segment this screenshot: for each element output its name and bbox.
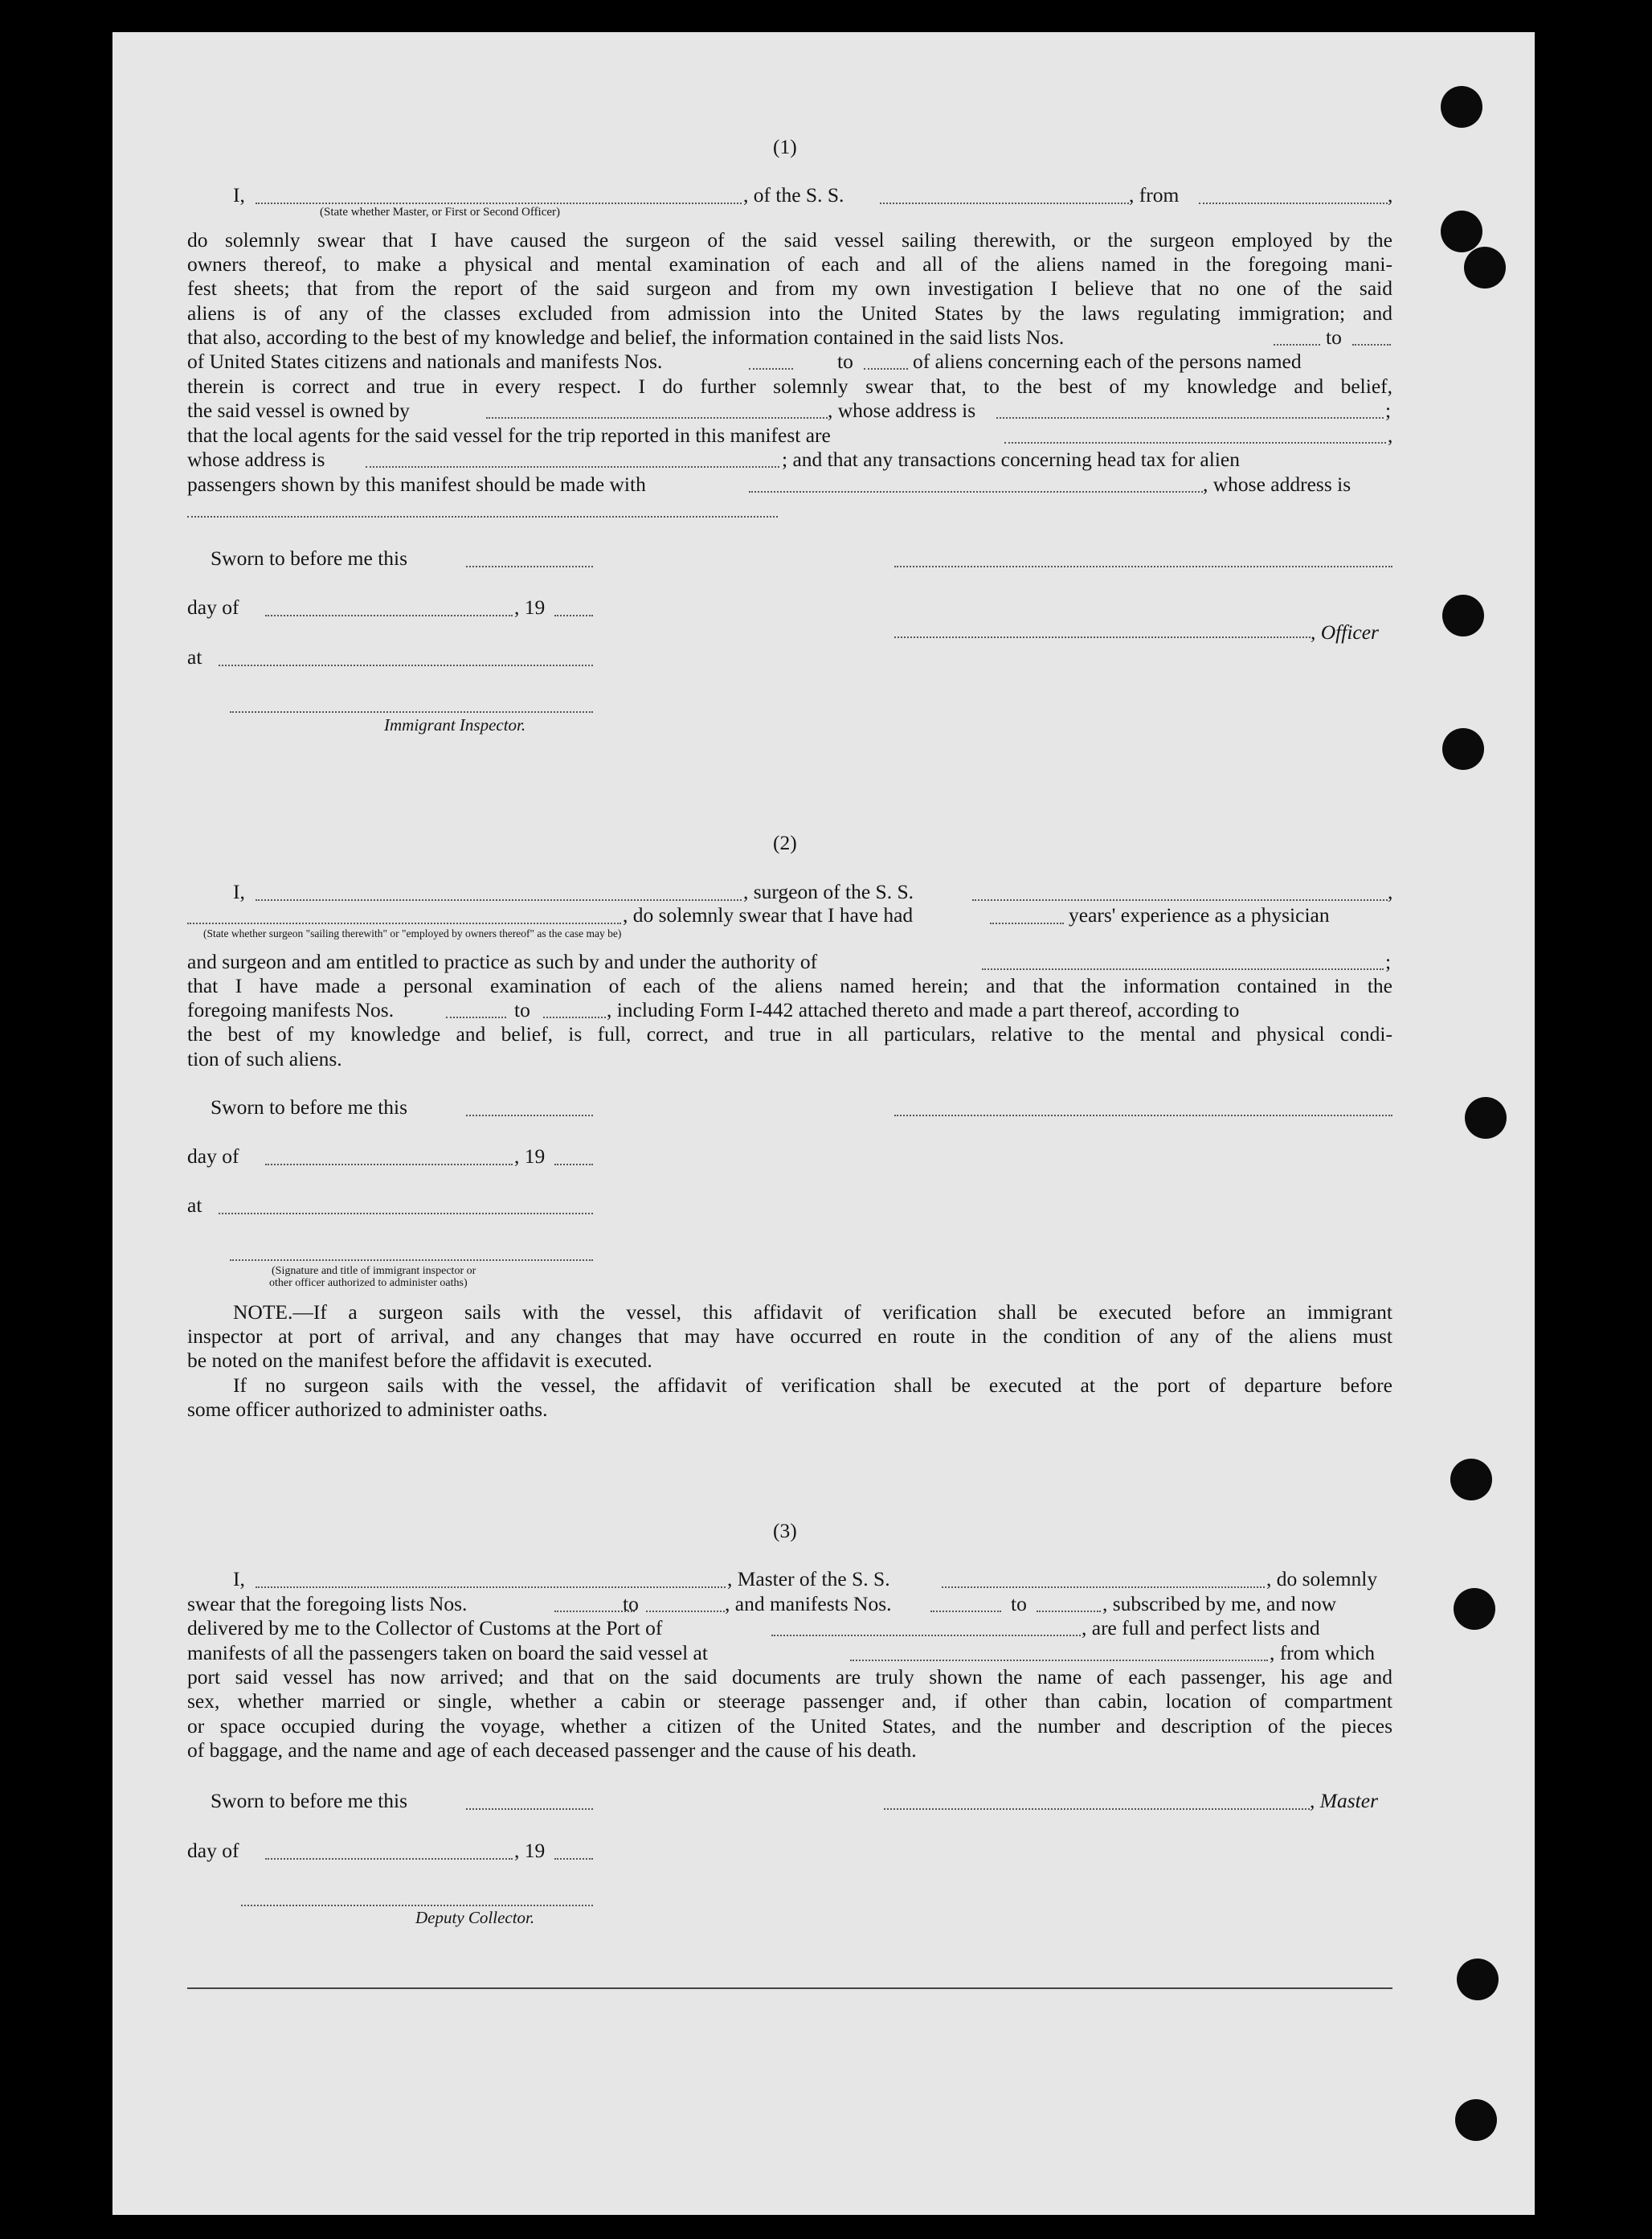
lists-to-field[interactable] [1352,344,1391,346]
s2-manifests-to: to [514,998,530,1021]
s1-head-tax-text: ; and that any transactions concerning head tax for alien [782,448,1240,471]
s3-manifests-to-field[interactable] [1037,1611,1101,1612]
s3-year-field[interactable] [554,1858,593,1860]
s3-boarded-label: manifests of all the passengers taken on board the said vessel at [187,1641,708,1664]
officer-rank-field[interactable] [256,203,742,204]
s1-agents-address-label: whose address is [187,448,325,471]
owner-address-field[interactable] [996,417,1384,419]
s2-surgeon-label: , surgeon of the S. S. [743,880,914,903]
s2-manifests-label: foregoing manifests Nos. [187,998,395,1021]
s1-manifest-tail: of aliens concerning each of the persons named [913,350,1302,373]
s2-manifests-to-field[interactable] [543,1017,606,1018]
local-agents-field[interactable] [1004,442,1386,444]
owner-field[interactable] [486,417,828,419]
s2-dayof-label: day of [187,1144,239,1168]
punch-hole [1457,1959,1499,2000]
head-tax-party-field[interactable] [749,491,1203,493]
s1-para-line: fest sheets; that from the report of the said surgeon and from my own investigation I believe that no one of the said [187,276,1392,300]
s3-manifests-to: to [1011,1592,1027,1615]
s2-authority-label: and surgeon and am entitled to practice as such by and under the authority of [187,950,818,973]
s1-head-tax-label: passengers shown by this manifest should be made with [187,473,646,496]
ship-name-field[interactable] [880,203,1129,204]
s3-i: I, [233,1567,245,1590]
s2-comma: , [1388,880,1393,903]
s2-at-label: at [187,1193,202,1217]
s1-place-field[interactable] [219,665,593,666]
s2-note-line: If no surgeon sails with the vessel, the affidavit of verification shall be executed at the port of departure before [233,1373,1392,1397]
s3-para-line: of baggage, and the name and age of each deceased passenger and the cause of his death. [187,1738,917,1762]
s2-note-line: inspector at port of arrival, and any changes that may have occurred en route in the condition of any of the aliens must [187,1324,1392,1348]
s1-year-label: , 19 [514,596,546,619]
s2-i: I, [233,880,245,903]
s1-year-field[interactable] [554,615,593,616]
s2-swear-text: , do solemnly swear that I have had [623,903,914,927]
s3-para-line: or space occupied during the voyage, whether a citizen of the United States, and the number and description of the pieces [187,1714,1392,1738]
s2-para-line: that I have made a personal examination of each of the aliens named herein; and that the information contained in the [187,974,1392,997]
s2-surgeon-signature-line[interactable] [894,1115,1392,1116]
s2-ship-name-field[interactable] [972,899,1388,901]
punch-hole [1442,728,1484,770]
s3-manifests-label: , and manifests Nos. [725,1592,892,1615]
head-tax-address-field[interactable] [187,516,778,518]
s2-signature-note: (Signature and title of immigrant inspector or [272,1265,476,1277]
s2-signature-note: other officer authorized to administer oaths) [269,1277,468,1289]
s1-owner-label: the said vessel is owned by [187,399,410,422]
s3-ship-name-field[interactable] [942,1586,1265,1588]
s1-para-line: therein is correct and true in every respect. I do further solemnly swear that, to the best of my knowledge and belief, [187,375,1392,398]
s3-year-label: , 19 [514,1839,546,1862]
s3-manifests-from-field[interactable] [930,1611,1001,1612]
s1-sworn-label: Sworn to before me this [211,546,408,570]
port-of-arrival-field[interactable] [771,1635,1081,1636]
s2-semicolon: ; [1385,950,1392,973]
punch-hole [1465,1097,1507,1139]
s1-agents-label: that the local agents for the said vessel for the trip reported in this manifest are [187,424,831,447]
s2-manifests-from-field[interactable] [446,1017,506,1018]
s3-master-text: , Master [1310,1789,1378,1812]
s3-para-line: sex, whether married or single, whether a cabin or steerage passenger and, if other than cabin, location of compartment [187,1689,1392,1713]
note-label: NOTE. [233,1300,293,1324]
s1-lists-to: to [1326,325,1342,349]
s1-owner-address-label: , whose address is [828,399,976,422]
s3-month-field[interactable] [265,1858,513,1860]
s3-dayof-label: day of [187,1839,239,1862]
s1-officer-signature-line[interactable] [894,566,1392,567]
s2-note-line [233,1300,1392,1324]
s1-sworn-day-field[interactable] [466,566,593,567]
s1-from-label: , from [1129,183,1180,207]
s3-sworn-label: Sworn to before me this [211,1789,408,1812]
punch-hole [1442,595,1484,636]
section-3-heading: (3) [773,1519,797,1542]
s3-deputy-caption: Deputy Collector. [415,1908,535,1927]
s1-semicolon: ; [1385,399,1392,422]
s3-deputy-signature-line[interactable] [241,1905,593,1906]
manifests-to-field[interactable] [864,368,908,370]
s3-sworn-day-field[interactable] [466,1808,593,1810]
punch-hole [1441,211,1482,252]
s1-manifest-to: to [837,350,853,373]
s1-month-field[interactable] [265,615,513,616]
s3-lists-to: to [623,1592,639,1615]
punch-hole [1464,247,1506,289]
punch-hole [1454,1588,1495,1630]
s1-comma: , [1388,424,1393,447]
s3-lists-to-field[interactable] [646,1611,725,1612]
s1-lists-text: that also, according to the best of my knowledge and belief, the information contained in the said lists Nos. [187,325,1065,349]
s2-note-line: be noted on the manifest before the affidavit is executed. [187,1349,652,1372]
bottom-rule [187,1987,1392,1989]
s1-manifest-text: of United States citizens and nationals and manifests Nos. [187,350,663,373]
s3-lists-label: swear that the foregoing lists Nos. [187,1592,468,1615]
port-of-embarkation-field[interactable] [850,1660,1268,1661]
s2-month-field[interactable] [265,1164,513,1165]
s2-year-label: , 19 [514,1144,546,1168]
s1-inspector-signature-line[interactable] [230,711,593,713]
s1-head-tax-address-label: , whose address is [1203,473,1351,496]
years-experience-field[interactable] [990,923,1064,924]
s2-form-text: , including Form I-442 attached thereto and made a part thereof, according to [607,998,1240,1021]
s1-officer-name-line[interactable] [894,636,1311,638]
section-1-heading: (1) [773,135,797,158]
manifests-from-field[interactable] [749,368,793,370]
s3-master-signature-line[interactable] [884,1808,1310,1810]
s1-comma: , [1388,183,1393,207]
s1-at-label: at [187,645,202,669]
surgeon-name-field[interactable] [256,899,742,901]
s2-sworn-day-field[interactable] [466,1115,593,1116]
s1-para-line: aliens is of any of the classes excluded from admission into the United States by the laws regulating immigration; and [187,301,1392,325]
s3-from-which-text: , from which [1270,1641,1376,1664]
punch-hole [1450,1459,1492,1500]
officer-rank-note: (State whether Master, or First or Second Officer) [320,206,561,219]
s3-para-line: port said vessel has now arrived; and that on the said documents are truly shown the name of each passenger, his age and [187,1665,1392,1688]
s1-para-line: do solemnly swear that I have caused the surgeon of the said vessel sailing therewith, or the surgeon employed by the [187,228,1392,252]
surgeon-status-note: (State whether surgeon "sailing therewith" or "employed by owners thereof" as the case may be) [203,927,622,939]
s2-para-line: the best of my knowledge and belief, is full, correct, and true in all particulars, relative to the mental and physical condi- [187,1022,1392,1046]
s2-place-field[interactable] [219,1213,593,1214]
s1-officer-label [1311,620,1379,645]
s2-note-line: some officer authorized to administer oaths. [187,1398,548,1421]
s1-inspector-caption: Immigrant Inspector. [384,715,526,735]
from-port-field[interactable] [1199,203,1388,204]
s1-ship-label: , of the S. S. [743,183,844,207]
s2-experience-text: years' experience as a physician [1069,903,1330,927]
s3-perfect-lists-text: , are full and perfect lists and [1082,1616,1320,1639]
punch-hole [1441,86,1482,128]
lists-from-field[interactable] [1274,344,1320,346]
s1-i: I, [233,183,245,207]
s2-year-field[interactable] [554,1164,593,1165]
master-name-field[interactable] [256,1586,726,1588]
s2-para-line: tion of such aliens. [187,1047,342,1070]
note-text: —If a surgeon sails with the vessel, this affidavit of verification shall be executed before an immigrant [292,1300,1392,1324]
s2-sworn-label: Sworn to before me this [211,1095,408,1119]
s1-officer-text: , Officer [1311,620,1379,644]
s3-solemnly: , do solemnly [1266,1567,1378,1590]
s1-para-line: owners thereof, to make a physical and mental examination of each and all of the aliens named in the foregoing mani- [187,252,1392,276]
punch-hole [1455,2099,1497,2141]
s1-dayof-label: day of [187,596,239,619]
s3-master-caption [1310,1789,1378,1813]
surgeon-status-field[interactable] [187,923,621,924]
s3-master-label: , Master of the S. S. [727,1567,890,1590]
s3-port-label: delivered by me to the Collector of Customs at the Port of [187,1616,663,1639]
s2-inspector-signature-line[interactable] [230,1259,593,1261]
section-2-heading: (2) [773,831,797,854]
agents-address-field[interactable] [366,466,779,468]
s3-subscribed-text: , subscribed by me, and now [1102,1592,1337,1615]
authority-field[interactable] [982,968,1384,970]
